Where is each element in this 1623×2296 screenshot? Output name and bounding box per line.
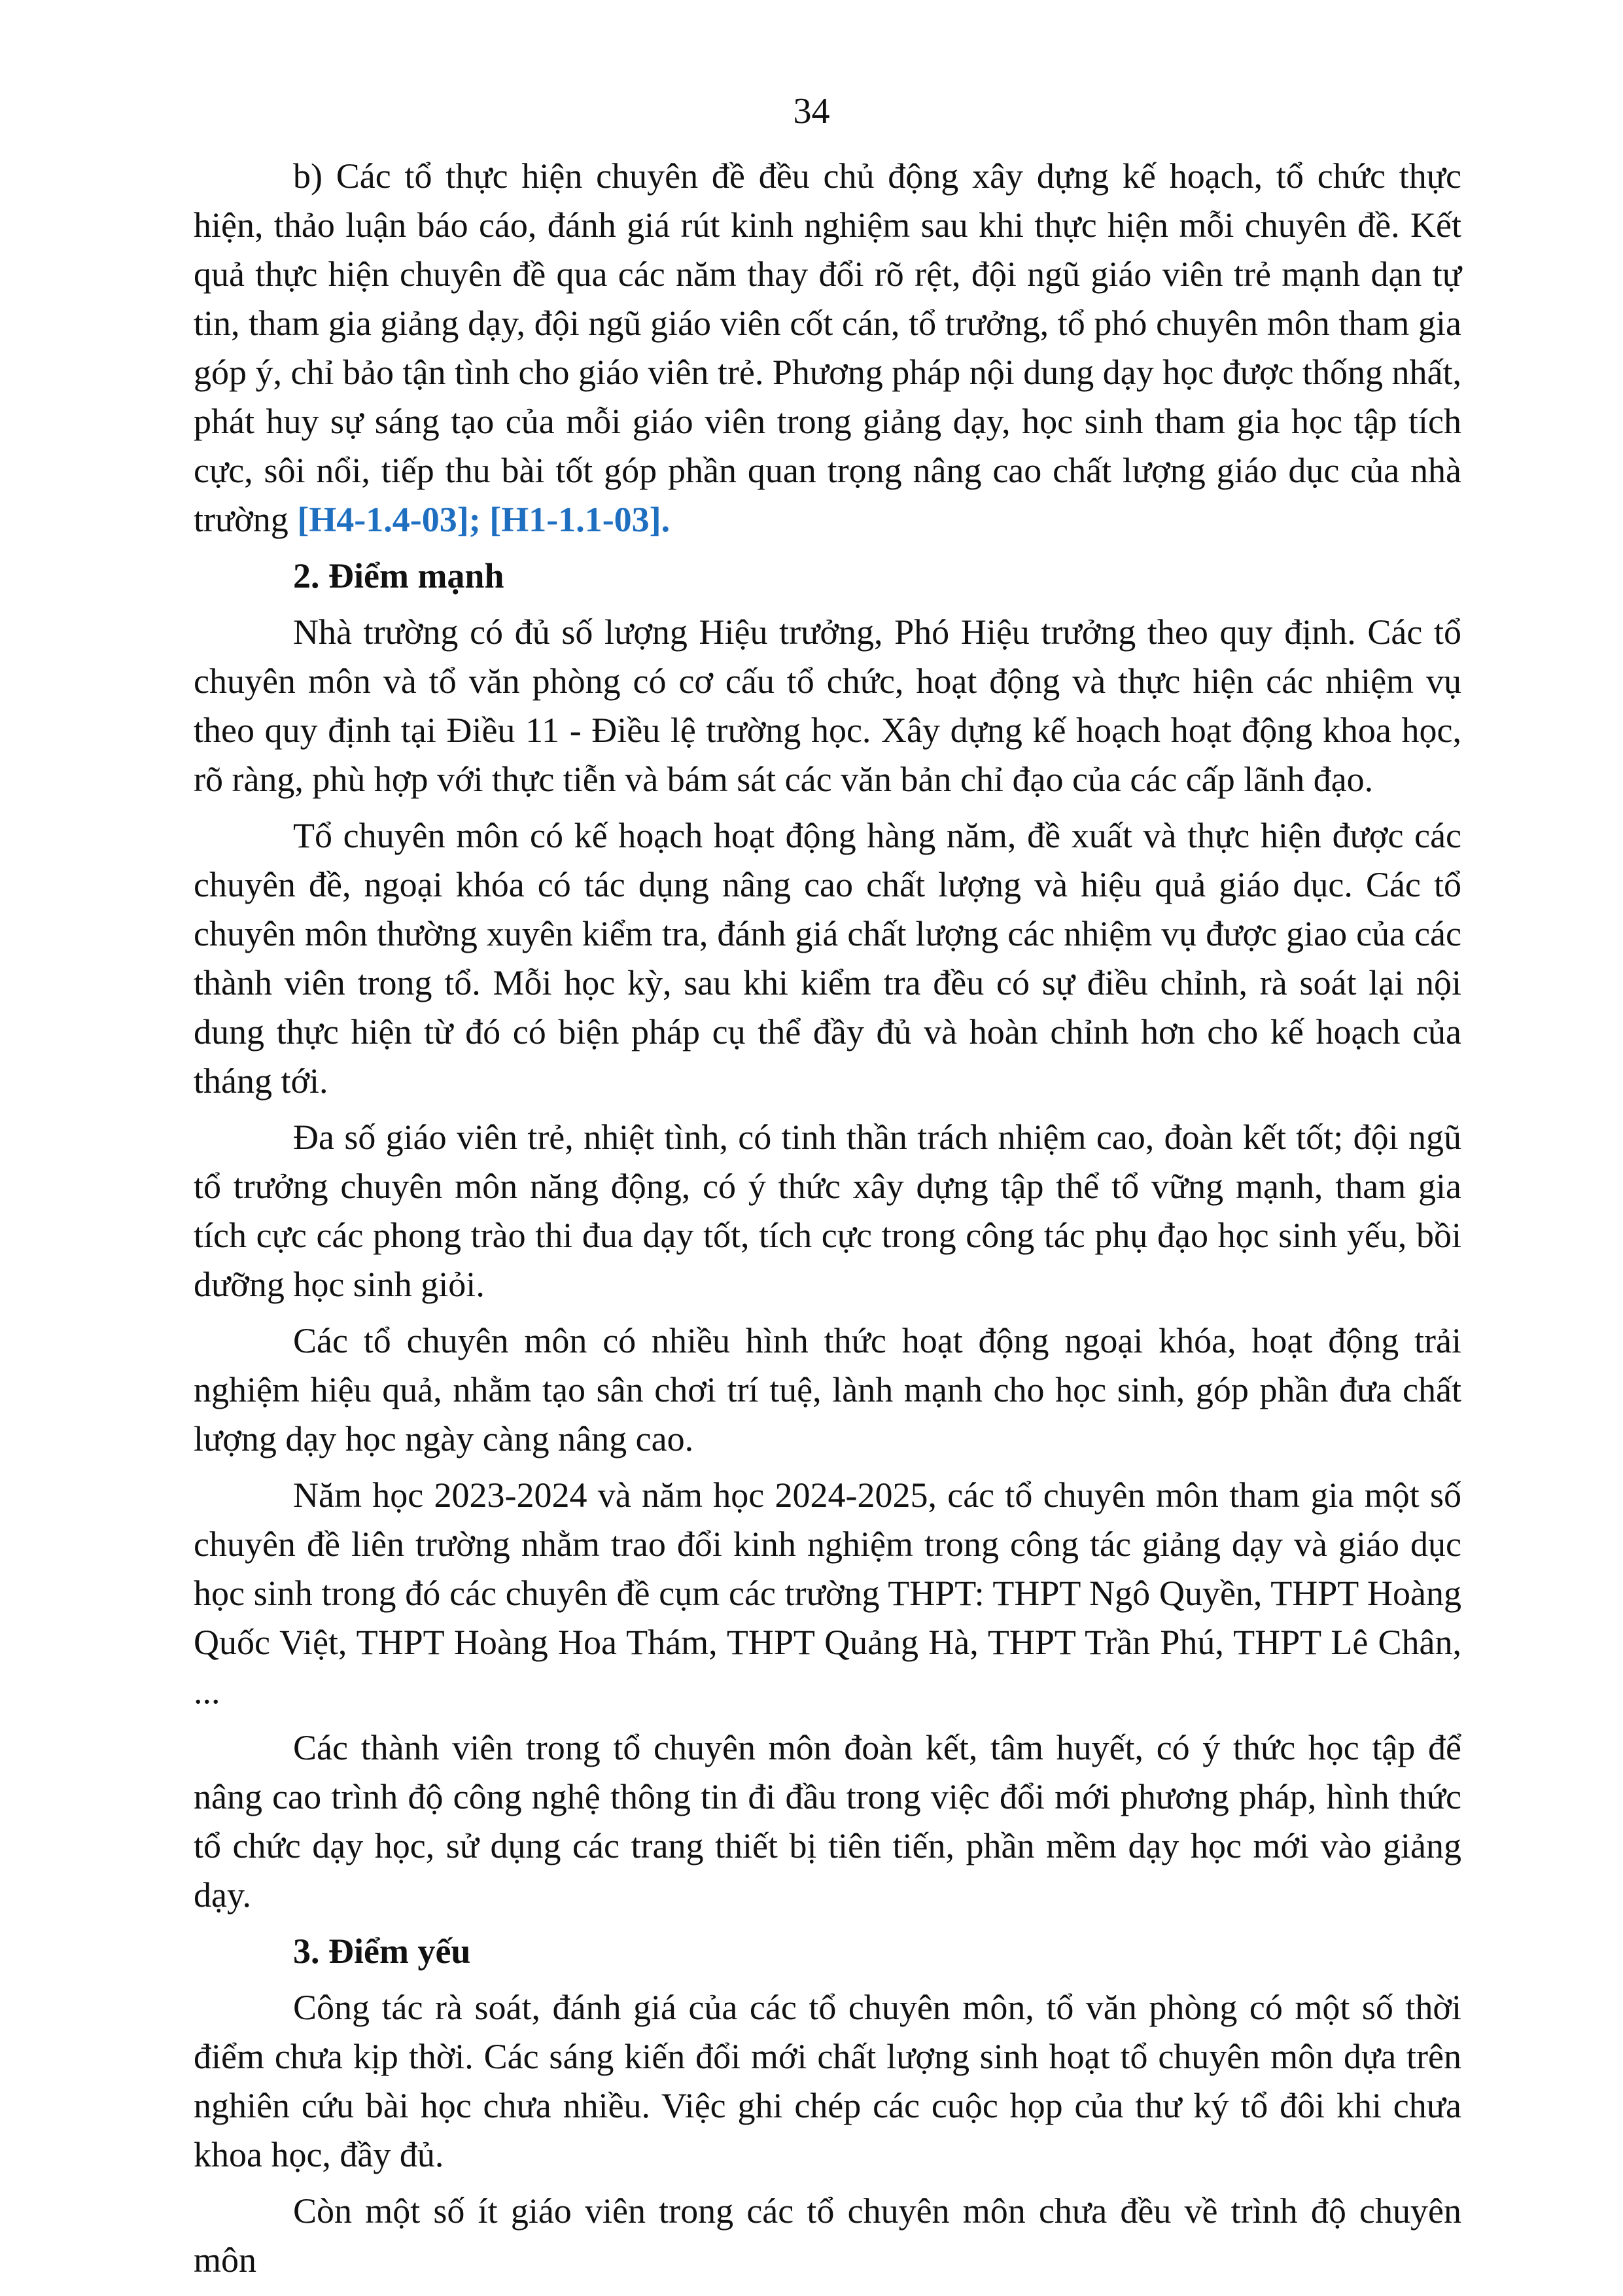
section-heading-strengths: 2. Điểm mạnh (293, 556, 504, 595)
paragraph-topic-activities (194, 152, 1461, 544)
paragraph-strengths-extracurricular: Các tổ chuyên môn có nhiều hình thức hoạt động ngoại khóa, hoạt động trải nghiệm hiệu quả, nhằm tạo sân chơi trí tuệ, lành mạnh cho học sinh, góp phần đưa chất lượng dạy học ngày càng nâng cao. (194, 1321, 1461, 1458)
paragraph-text: b) Các tổ thực hiện chuyên đề đều chủ động xây dựng kế hoạch, tổ chức thực hiện, thảo luận báo cáo, đánh giá rút kinh nghiệm sau khi thực hiện mỗi chuyên đề. Kết quả thực hiện chuyên đề qua các năm thay đổi rõ rệt, đội ngũ giáo viên trẻ mạnh dạn tự tin, tham gia giảng dạy, đội ngũ giáo viên cốt cán, tổ trưởng, tổ phó chuyên môn tham gia góp ý, chỉ bảo tận tình cho giáo viên trẻ. Phương pháp nội dung dạy học được thống nhất, phát huy sự sáng tạo của mỗi giáo viên trong giảng dạy, học sinh tham gia học tập tích cực, sôi nổi, tiếp thu bài tốt góp phần quan trọng nâng cao chất lượng giáo dục của nhà trường (194, 156, 1461, 539)
paragraph-strengths-technology: Các thành viên trong tổ chuyên môn đoàn kết, tâm huyết, có ý thức học tập để nâng cao trình độ công nghệ thông tin đi đầu trong việc đổi mới phương pháp, hình thức tổ chức dạy học, sử dụng các trang thiết bị tiên tiến, phần mềm dạy học mới vào giảng dạy. (194, 1728, 1461, 1915)
section-heading-weaknesses: 3. Điểm yếu (293, 1932, 471, 1971)
paragraph-strengths-staffing: Nhà trường có đủ số lượng Hiệu trưởng, Phó Hiệu trưởng theo quy định. Các tổ chuyên môn và tổ văn phòng có cơ cấu tổ chức, hoạt động và thực hiện các nhiệm vụ theo quy định tại Điều 11 - Điều lệ trường học. Xây dựng kế hoạch hoạt động khoa học, rõ ràng, phù hợp với thực tiễn và bám sát các văn bản chỉ đạo của các cấp lãnh đạo. (194, 612, 1461, 799)
paragraph-strengths-planning: Tổ chuyên môn có kế hoạch hoạt động hàng năm, đề xuất và thực hiện được các chuyên đề, ngoại khóa có tác dụng nâng cao chất lượng và hiệu quả giáo dục. Các tổ chuyên môn thường xuyên kiểm tra, đánh giá chất lượng các nhiệm vụ được giao của các thành viên trong tổ. Mỗi học kỳ, sau khi kiểm tra đều có sự điều chỉnh, rà soát lại nội dung thực hiện từ đó có biện pháp cụ thể đầy đủ và hoàn chỉnh hơn cho kế hoạch của tháng tới. (194, 816, 1461, 1101)
document-body (194, 152, 1461, 2292)
paragraph-weaknesses-teachers: Còn một số ít giáo viên trong các tổ chuyên môn chưa đều về trình độ chuyên môn (194, 2191, 1461, 2280)
paragraph-strengths-inter-school: Năm học 2023-2024 và năm học 2024-2025, các tổ chuyên môn tham gia một số chuyên đề liên trường nhằm trao đổi kinh nghiệm trong công tác giảng dạy và giáo dục học sinh trong đó các chuyên đề cụm các trường THPT: THPT Ngô Quyền, THPT Hoàng Quốc Việt, THPT Hoàng Hoa Thám, THPT Quảng Hà, THPT Trần Phú, THPT Lê Chân, ... (194, 1475, 1461, 1711)
paragraph-strengths-teachers: Đa số giáo viên trẻ, nhiệt tình, có tinh thần trách nhiệm cao, đoàn kết tốt; đội ngũ tổ trưởng chuyên môn năng động, có ý thức xây dựng tập thể tổ vững mạnh, tham gia tích cực các phong trào thi đua dạy tốt, tích cực trong công tác phụ đạo học sinh yếu, bồi dưỡng học sinh giỏi. (194, 1118, 1461, 1304)
page-number: 34 (793, 91, 830, 132)
evidence-reference-link[interactable]: [H4-1.4-03]; [H1-1.1-03]. (297, 500, 671, 539)
paragraph-weaknesses-review: Công tác rà soát, đánh giá của các tổ chuyên môn, tổ văn phòng có một số thời điểm chưa kịp thời. Các sáng kiến đổi mới chất lượng sinh hoạt tổ chuyên môn dựa trên nghiên cứu bài học chưa nhiều. Việc ghi chép các cuộc họp của thư ký tổ đôi khi chưa khoa học, đầy đủ. (194, 1988, 1461, 2174)
